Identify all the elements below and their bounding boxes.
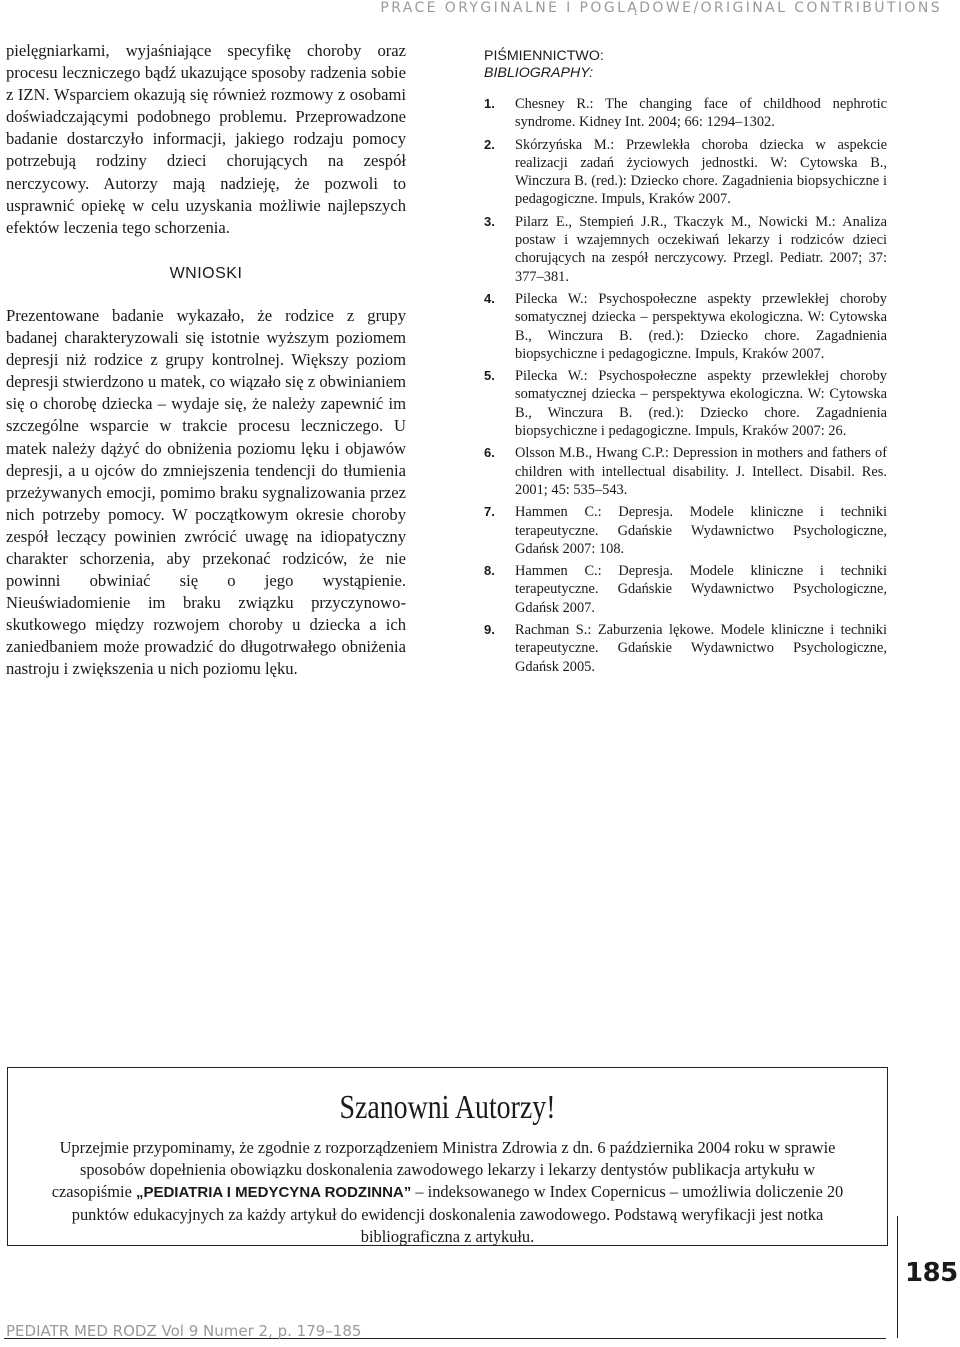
reference-number: 1. <box>484 96 495 111</box>
reference-item <box>484 503 887 558</box>
journal-name: „PEDIATRIA I MEDYCYNA RODZINNA” <box>135 1183 412 1201</box>
reference-item <box>484 95 887 132</box>
reference-item <box>484 621 887 676</box>
reference-number: 8. <box>484 563 495 579</box>
reference-number: 7. <box>484 504 495 520</box>
reference-text: Chesney R.: The changing face of childhood nephrotic syndrome. Kidney Int. 2004; 66: 1294–1302. <box>515 96 887 131</box>
references-column <box>484 48 887 680</box>
references-title: PIŚMIENNICTWO: <box>484 48 604 64</box>
reference-text: Olsson M.B., Hwang C.P.: Depression in mothers and fathers of children with intellectual disability. J. Intellect. Disabil. Res. 2001; 45: 535–543. <box>515 445 887 498</box>
reference-number: 9. <box>484 622 495 638</box>
conclusions-paragraph: Prezentowane badanie wykazało, że rodzice z grupy badanej charakteryzowali się istotnie wyższym poziomem depresji niż rodzice z grupy kontrolnej. Większy poziom depresji stwierdzono u matek, co wiązało się z obwinianiem się o chorobę dziecka – wydaje się, że należy zapewnić im szczególne wsparcie w trakcie procesu leczniczego. U matek należy dążyć do obniżenia poziomu lęku i objawów depresji, a u ojców do zmniejszenia tendencji do tłumienia przeżywanych emocji, pomimo braku sygnalizowania przez nich potrzeby pomocy. W początkowym okresie choroby zespół leczący powinien zwrócić uwagę na idiopatyczny charakter schorzenia, aby przekonać rodziców, że nie powinni obwiniać się o jego wystąpienie. Nieuświadomienie im braku związku przyczynowo-skutkowego między rozwojem choroby u dziecka a ich zaniedbaniem może prowadzić do długotrwałego obniżenia nastroju i zwiększenia u nich poziomu lęku. <box>6 305 406 679</box>
reference-item <box>484 136 887 209</box>
reference-number: 3. <box>484 213 495 229</box>
reference-number: 2. <box>484 136 495 152</box>
notice-body <box>38 1137 857 1248</box>
authors-notice-box <box>7 1067 888 1246</box>
reference-text: Rachman S.: Zaburzenia lękowe. Modele kliniczne i techniki terapeutyczne. Gdańskie Wydawnictwo Psychologiczne, Gdańsk 2005. <box>515 622 887 675</box>
reference-text: Pilarz E., Stempień J.R., Tkaczyk M., Nowicki M.: Analiza postaw i wzajemnych oczekiwań lekarzy i rodziców dzieci chorujących na zespół nerczycowy. Przegl. Pediatr. 2007; 37: 377–381. <box>515 213 887 285</box>
reference-item <box>484 290 887 363</box>
reference-text: Pilecka W.: Psychospołeczne aspekty przewlekłej choroby somatycznej dziecka – perspektywa ekologiczna. W: Cytowska B., Winczura B. (red.): Dziecko chore. Zagadnienia biopsychiczne i pedagogiczne. Impuls, Kraków 2007. <box>515 290 887 362</box>
conclusions-heading: WNIOSKI <box>169 264 243 282</box>
page-number-divider <box>897 1216 898 1338</box>
reference-text: Skórzyńska M.: Przewlekła choroba dziecka w aspekcie realizacji zadań życiowych jednostki. W: Cytowska B., Winczura B. (red.): Dziecko chore. Zagadnienia biopsychiczne i pedagogiczne. Impuls, Kraków 2007. <box>515 136 887 208</box>
reference-text: Pilecka W.: Psychospołeczne aspekty przewlekłej choroby somatycznej dziecka – perspektywa ekologiczna. W: Cytowska B., Winczura B. (red.): Dziecko chore. Zagadnienia biopsychiczne i pedagogiczne. Impuls, Kraków 2007: 26. <box>515 368 887 440</box>
reference-item <box>484 562 887 617</box>
reference-text: Hammen C.: Depresja. Modele kliniczne i techniki terapeutyczne. Gdańskie Wydawnictwo Psychologiczne, Gdańsk 2007. <box>515 563 887 616</box>
reference-item <box>484 367 887 440</box>
reference-text: Hammen C.: Depresja. Modele kliniczne i techniki terapeutyczne. Gdańskie Wydawnictwo Psychologiczne, Gdańsk 2007: 108. <box>515 504 887 557</box>
notice-text-after: – indeksowanego w Index Copernicus – umożliwia doliczenie 20 punktów edukacyjnych za każdy artykuł do ewidencji doskonalenia zawodowego. Podstawą weryfikacji jest notka bibliograficzna z artykułu. <box>71 1181 844 1246</box>
reference-number: 6. <box>484 445 495 461</box>
intro-paragraph: pielęgniarkami, wyjaśniające specyfikę choroby oraz procesu leczniczego bądź ukazujące sposoby radzenia sobie z IZN. Wsparciem okazują się również rozmowy z osobami doświadczającymi podobnego problemu. Przeprowadzone badanie dostarczyło informacji, jakiego rodzaju pomocy potrzebują rodziny dzieci chorujących na zespół nerczycowy. Autorzy mają nadzieję, że pozwoli to usprawnić opiekę w celu uzyskania możliwie najlepszych efektów leczenia tego schorzenia. <box>6 41 406 237</box>
footer-citation: PEDIATR MED RODZ Vol 9 Numer 2, p. 179–185 <box>6 1322 362 1340</box>
notice-title: Szanowni Autorzy! <box>339 1089 556 1126</box>
reference-number: 4. <box>484 290 495 306</box>
page-number: 185 <box>905 1258 958 1288</box>
reference-item <box>484 213 887 286</box>
body-text-column <box>6 40 406 681</box>
reference-number: 5. <box>484 368 495 384</box>
references-subtitle: BIBLIOGRAPHY: <box>484 65 594 81</box>
running-header: PRACE ORYGINALNE I POGLĄDOWE/ORIGINAL CONTRIBUTIONS <box>380 0 942 16</box>
reference-item <box>484 444 887 499</box>
notice-text-before: Uprzejmie przypominamy, że zgodnie z rozporządzeniem Ministra Zdrowia z dn. 6 października 2004 roku w sprawie sposobów dopełnienia obowiązku doskonalenia zawodowego lekarzy i lekarzy dentystów publikacja artykułu w czasopiśmie <box>51 1138 836 1201</box>
